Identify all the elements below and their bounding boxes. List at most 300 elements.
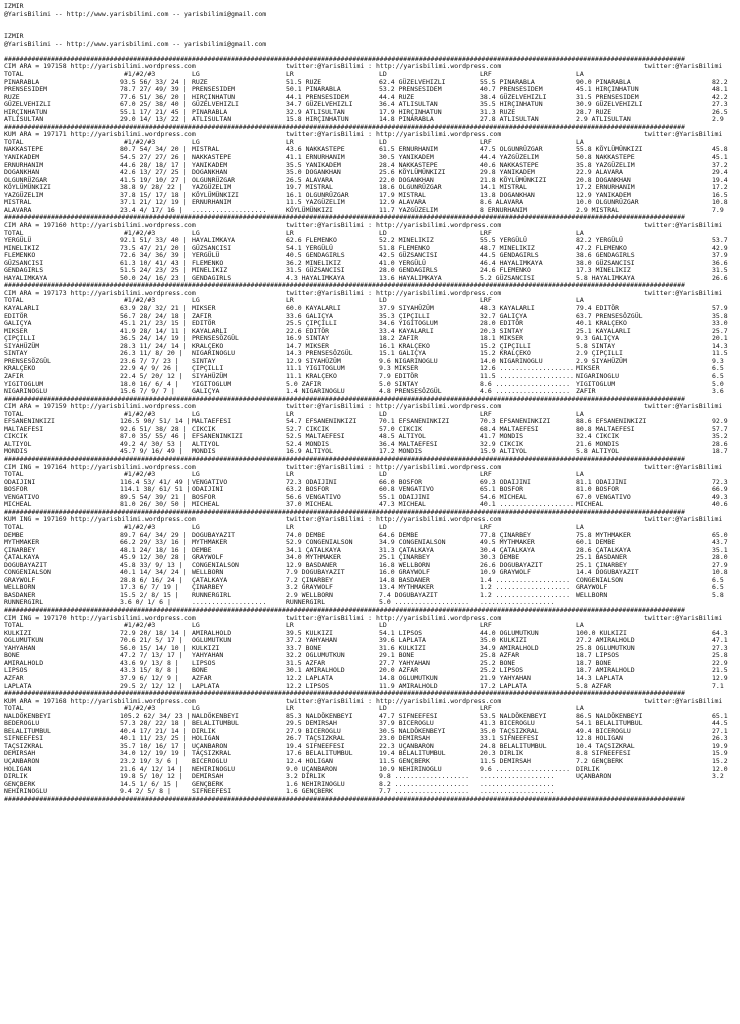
table-cell: 16.1 KRALÇEKO bbox=[379, 341, 430, 350]
table-cell: 5.8 SINTAY bbox=[576, 341, 616, 350]
table-cell: 20.1 bbox=[712, 334, 728, 343]
table-row bbox=[4, 350, 737, 358]
table-cell: 1.2 ................... bbox=[480, 590, 571, 599]
separator: ############################################################################################################################################################################## bbox=[4, 455, 685, 463]
table-cell: 28.0 GENDAGIRLS bbox=[379, 266, 438, 275]
table-cell: 44.4 RUZE bbox=[379, 92, 415, 101]
table-cell: GALIÇYA bbox=[192, 387, 220, 396]
table-cell: 61.3 10/ 41/ 43 | bbox=[120, 258, 187, 267]
table-cell: 16.9 SINTAY bbox=[286, 334, 330, 343]
table-cell: PINARABLA bbox=[4, 77, 40, 86]
table-cell: MIKSER bbox=[192, 304, 216, 312]
table-cell: KRALÇEKO bbox=[192, 341, 224, 350]
table-cell: 30.1 AMIRALHOLD bbox=[286, 666, 345, 675]
col-header-ld: LD bbox=[379, 69, 387, 78]
table-cell: DIRLIK bbox=[576, 764, 600, 773]
section-title bbox=[4, 516, 737, 524]
table-row bbox=[4, 433, 737, 441]
table-cell: 9.3 bbox=[712, 356, 724, 365]
section-title: CIM ING = 197164 http://yarisbilimi.wordpress.com bbox=[4, 462, 196, 471]
table-cell: 55.1 17/ 21/ 45 | bbox=[120, 107, 187, 116]
table-cell: NEHIRINOGLU bbox=[4, 787, 48, 796]
table-cell: 33.6 GALIÇYA bbox=[286, 311, 333, 320]
table-cell: 3.2 GRAYWOLF bbox=[286, 583, 333, 592]
table-cell: DEMIRSAH bbox=[192, 772, 224, 781]
total-label: TOTAL bbox=[4, 69, 24, 78]
col-header-lg: LG bbox=[192, 137, 200, 146]
table-cell: MIKSER bbox=[4, 326, 28, 335]
table-cell: 18.1 MIKSER bbox=[480, 334, 524, 343]
separator: ############################################################################################################################################################################## bbox=[4, 394, 685, 403]
table-cell: 41.5 19/ 10/ 27 | bbox=[120, 175, 187, 184]
col-header-la: LA bbox=[576, 409, 584, 418]
table-cell: 7.9 bbox=[712, 205, 724, 214]
table-cell: 55.5 PINARABLA bbox=[480, 77, 535, 86]
table-cell: 38.8 9/ 28/ 22 | bbox=[120, 183, 183, 192]
col-header-lg: LG bbox=[192, 704, 200, 713]
table-cell: 30.5 YANIKADEM bbox=[379, 153, 434, 161]
doc-byline bbox=[4, 11, 737, 19]
document bbox=[4, 3, 737, 1021]
table-cell: 6.5 bbox=[712, 575, 724, 584]
table-row bbox=[4, 313, 737, 321]
table-row bbox=[4, 101, 737, 109]
table-cell: 42.6 13/ 27/ 25 | bbox=[120, 168, 187, 177]
table-cell: HIRÇINHATUN bbox=[4, 107, 48, 116]
table-cell: 28.4 NAKKASTEPE bbox=[379, 160, 438, 169]
table-cell: 11.5 ................... bbox=[480, 371, 574, 380]
table-cell: 49.2 4/ 30/ 53 | bbox=[120, 439, 183, 448]
table-cell: 25.7 bbox=[712, 326, 728, 335]
col-header-ld: LD bbox=[379, 621, 387, 630]
table-cell: YIGITOGLUM bbox=[192, 379, 232, 388]
table-cell: 80.8 MALTAEFESI bbox=[576, 424, 635, 433]
table-cell: 22.6 EDITÖR bbox=[286, 326, 330, 335]
table-cell: 67.0 VENGATIVO bbox=[576, 492, 631, 501]
table-cell: ÇIPÇILLI bbox=[4, 334, 36, 343]
table-cell: 7.2 ÇINARBEY bbox=[286, 575, 333, 584]
table-cell: 45.1 21/ 23/ 15 | bbox=[120, 319, 187, 328]
table-cell: 3.6 0/ 1/ 6 | bbox=[120, 598, 171, 607]
table-cell: ÇATALKAYA bbox=[192, 575, 228, 584]
col-header-lr: LR bbox=[286, 409, 294, 418]
table-cell: 28.0 EDITÖR bbox=[480, 319, 524, 328]
section-title bbox=[4, 464, 737, 472]
table-cell: 28.7 RUZE bbox=[576, 107, 612, 116]
table-cell: 10.8 bbox=[712, 198, 728, 207]
table-cell: 13.4 MYTHMAKER bbox=[379, 583, 434, 592]
table-cell: 19.4 BELALITUMBUL bbox=[379, 749, 446, 758]
table-cell: YERGÜLÜ bbox=[4, 236, 32, 245]
section-title: CIM ARA = 197160 http://yarisbilimi.wordpress.com bbox=[4, 220, 196, 229]
table-cell: ................... bbox=[480, 772, 555, 781]
table-cell: 54.1 LIPSOS bbox=[379, 628, 423, 637]
table-cell: 19.7 MISTRAL bbox=[286, 183, 333, 192]
table-cell: 54.5 27/ 27/ 26 | bbox=[120, 153, 187, 161]
total-label: TOTAL bbox=[4, 470, 24, 479]
table-cell: NIGARINOGLU bbox=[192, 349, 236, 358]
table-cell: 47.1 bbox=[712, 636, 728, 645]
table-cell: SIYAHÜZÜM bbox=[4, 341, 40, 350]
table-cell: 26.6 bbox=[712, 273, 728, 282]
table-cell: YIGITOGLUM bbox=[576, 379, 616, 388]
table-cell: ATLISULTAN bbox=[4, 115, 44, 124]
table-cell: YAZGÜZELIM bbox=[4, 190, 44, 199]
table-cell: 18.2 ZAFIR bbox=[379, 334, 419, 343]
table-cell: FLEMENKO bbox=[4, 251, 36, 260]
column-header-row bbox=[4, 297, 737, 305]
section-title bbox=[4, 698, 737, 706]
table-cell: 37.9 6/ 12/ 9 | bbox=[120, 673, 179, 682]
col-header-lrf: LRF bbox=[480, 409, 492, 418]
table-cell: 36.6 bbox=[712, 258, 728, 267]
doc-title: IZMIR bbox=[4, 32, 24, 41]
twitter-handle: twitter:@YarisBilimi bbox=[644, 220, 723, 229]
table-cell: ODAIJINI bbox=[192, 485, 224, 494]
table-cell: FLEMENKO bbox=[192, 258, 224, 267]
table-cell: 14.7 MIKSER bbox=[286, 341, 330, 350]
table-cell: AMIRALHOLD bbox=[4, 658, 44, 667]
table-cell: BASDANER bbox=[4, 590, 36, 599]
table-cell: RUNNERGIRL bbox=[192, 590, 232, 599]
table-cell: 22.0 DOGANKHAN bbox=[379, 175, 434, 184]
table-cell: 2.9 MISTRAL bbox=[576, 205, 620, 214]
table-cell: 45.1 HIRÇINHATUN bbox=[576, 85, 639, 94]
table-cell: 86.5 NALDÖKENBEYI bbox=[576, 711, 643, 720]
table-cell: 48.1 bbox=[712, 85, 728, 94]
table-cell: 33.4 KAYALARLI bbox=[379, 326, 434, 335]
table-cell: WELLBORN bbox=[576, 590, 608, 599]
table-cell: GRAYWOLF bbox=[4, 575, 36, 584]
table-cell: 65.1 BOSFOR bbox=[480, 485, 524, 494]
col-header-lr: LR bbox=[286, 470, 294, 479]
table-cell: 63.2 BOSFOR bbox=[286, 485, 330, 494]
table-cell: HAYALIMKAYA bbox=[4, 273, 48, 282]
table-cell: UÇANBARON bbox=[4, 757, 40, 765]
table-cell: 34.0 MYTHMAKER bbox=[286, 553, 341, 562]
col-header-lg: LG bbox=[192, 470, 200, 479]
table-cell: 41.1 ERNURHANIM bbox=[286, 153, 345, 161]
col-header-la: LA bbox=[576, 296, 584, 305]
table-cell: 82.2 bbox=[712, 77, 728, 86]
table-cell: 5.0 bbox=[712, 379, 724, 388]
table-cell: 45.8 33/ 9/ 13 | bbox=[120, 560, 183, 569]
table-cell: 16.5 bbox=[712, 190, 728, 199]
table-cell: 52.9 CONGENIALSON bbox=[286, 538, 353, 547]
doc-byline bbox=[4, 41, 737, 49]
table-cell: UÇANBARON bbox=[192, 741, 228, 750]
table-cell: OGLUMUTKUN bbox=[192, 636, 232, 645]
twitter-handle: twitter:@YarisBilimi bbox=[644, 515, 723, 524]
table-cell: 14.3 bbox=[712, 341, 728, 350]
col-header-ld: LD bbox=[379, 704, 387, 713]
column-header-row bbox=[4, 471, 737, 479]
table-cell: 48.1 24/ 18/ 16 | bbox=[120, 545, 187, 554]
col-header-ld: LD bbox=[379, 409, 387, 418]
twitter-link: twitter:@YarisBilimi : http://yarisbilimi.wordpress.com bbox=[286, 288, 502, 297]
table-row bbox=[4, 750, 737, 758]
table-row bbox=[4, 494, 737, 502]
table-cell: VENGATIVO bbox=[192, 477, 228, 486]
table-row bbox=[4, 328, 737, 336]
col-header-lr: LR bbox=[286, 69, 294, 78]
table-cell: 32.9 CIKCIK bbox=[480, 439, 524, 448]
table-cell: 40.1 11/ 23/ 25 | bbox=[120, 734, 187, 743]
section-title bbox=[4, 63, 737, 71]
table-cell: NIGARINOGLU bbox=[4, 387, 48, 396]
table-cell: 53.2 PRENSESIDEM bbox=[379, 85, 442, 94]
table-cell: 27.9 bbox=[712, 560, 728, 569]
table-cell: 40.4 17/ 21/ 14 | bbox=[120, 726, 187, 735]
table-cell: 67.0 25/ 38/ 40 | bbox=[120, 100, 187, 109]
table-cell: RUNNERGIRL bbox=[4, 598, 44, 607]
table-cell: 37.8 15/ 17/ 18 | bbox=[120, 190, 187, 199]
table-cell: 25.1 ÇINARBEY bbox=[379, 553, 430, 562]
table-cell: DIRLIK bbox=[4, 772, 28, 781]
table-cell: 16.8 WELLBORN bbox=[379, 560, 430, 569]
separator bbox=[4, 796, 737, 804]
table-cell: 77.8 ÇINARBEY bbox=[480, 530, 531, 539]
table-cell: 52.5 MALTAEFESI bbox=[286, 432, 345, 441]
table-cell: EFSANENINKIZI bbox=[192, 432, 243, 441]
table-cell: 72.3 ODAIJINI bbox=[286, 477, 337, 486]
table-cell: GÜZELVEHIZLI bbox=[192, 100, 239, 109]
col-header-lr: LR bbox=[286, 621, 294, 630]
table-cell: 10.8 bbox=[712, 568, 728, 577]
table-cell: 19.4 bbox=[712, 175, 728, 184]
table-cell: LIPSOS bbox=[4, 666, 28, 675]
table-cell: 28.0 bbox=[712, 553, 728, 562]
table-cell: 51.5 RUZE bbox=[286, 77, 322, 86]
table-cell: 18.7 AMIRALHOLD bbox=[576, 666, 635, 675]
col-header-lg: LG bbox=[192, 228, 200, 237]
table-cell: 15.9 ALTIYOL bbox=[480, 447, 527, 456]
doc-byline: @YarisBilimi -- http://www.yarisbilimi.com -- yarisbilimi@gmail.com bbox=[4, 9, 267, 18]
table-cell: 7.7 ................... bbox=[379, 787, 470, 796]
table-row bbox=[4, 441, 737, 449]
table-cell: 2.9 SIYAHÜZÜM bbox=[576, 356, 627, 365]
table-cell: 35.0 TAÇSIZKRAL bbox=[480, 726, 539, 735]
table-cell: 25.8 OGLUMUTKUN bbox=[576, 643, 635, 652]
table-cell: 72.6 34/ 36/ 39 | bbox=[120, 251, 187, 260]
table-cell: 25.1 KAYALARLI bbox=[576, 326, 631, 335]
table-cell: ................... bbox=[192, 205, 267, 214]
table-cell: 22.9 ALAVARA bbox=[576, 168, 623, 177]
table-cell: 12.9 SIYAHÜZÜM bbox=[286, 356, 341, 365]
table-cell: 2.9 ATLISULTAN bbox=[576, 115, 631, 124]
table-cell: 17.9 MISTRAL bbox=[379, 190, 426, 199]
table-cell: 54.1 YERGÜLÜ bbox=[286, 243, 333, 252]
table-cell: 30.3 DEMBE bbox=[480, 553, 520, 562]
table-cell: HIRÇINHATUN bbox=[192, 92, 236, 101]
table-cell: 15.1 GALIÇYA bbox=[379, 349, 426, 358]
table-cell: GENÇBERK bbox=[4, 779, 36, 788]
twitter-link: twitter:@YarisBilimi : http://yarisbilimi.wordpress.com bbox=[286, 402, 502, 411]
table-cell: GRAYWOLF bbox=[192, 553, 224, 562]
table-cell: NAKKASTEPE bbox=[4, 145, 44, 154]
twitter-link: twitter:@YarisBilimi : http://yarisbilimi.wordpress.com bbox=[286, 220, 502, 229]
table-cell: 54.7 EFSANENINKIZI bbox=[286, 417, 357, 426]
table-cell: 40.7 PRENSESIDEM bbox=[480, 85, 543, 94]
table-cell: 33.1 SIFNEEFESI bbox=[480, 734, 539, 743]
table-cell: ALTIYOL bbox=[4, 439, 32, 448]
table-cell: 35.5 YANIKADEM bbox=[286, 160, 341, 169]
table-cell: 29.8 YANIKADEM bbox=[480, 168, 535, 177]
col-header-positions: #1/#2/#3 bbox=[124, 296, 156, 305]
table-cell: 49.5 MYTHMAKER bbox=[480, 538, 535, 547]
table-cell: GÜZSANCISI bbox=[4, 258, 44, 267]
table-cell: YAHYAHAN bbox=[4, 643, 36, 652]
table-cell: 17.2 MONDIS bbox=[379, 447, 423, 456]
table-cell: 28.3 11/ 24/ 14 | bbox=[120, 341, 187, 350]
table-cell: CONGENIALSON bbox=[4, 568, 51, 577]
table-cell: 7.9 DOGUBAYAZIT bbox=[286, 568, 345, 577]
twitter-handle: twitter:@YarisBilimi bbox=[644, 613, 723, 622]
table-cell: 12.4 HOLIGAN bbox=[286, 757, 333, 765]
twitter-link: twitter:@YarisBilimi : http://yarisbilimi.wordpress.com bbox=[286, 130, 502, 139]
table-cell: 6.5 bbox=[712, 364, 724, 373]
table-cell: MYTHMAKER bbox=[4, 538, 40, 547]
column-header-row bbox=[4, 622, 737, 630]
col-header-la: LA bbox=[576, 704, 584, 713]
table-cell: MALTAEFESI bbox=[4, 424, 44, 433]
table-cell: RUNNERGIRL bbox=[286, 598, 326, 607]
table-cell: 31.3 ÇATALKAYA bbox=[379, 545, 434, 554]
table-cell: ................... bbox=[192, 598, 267, 607]
table-cell: 44.1 PRENSESIDEM bbox=[286, 92, 349, 101]
table-cell: 15.2 KRALÇEKO bbox=[480, 349, 531, 358]
table-cell: 23.6 7/ 7/ 23 | bbox=[120, 356, 179, 365]
table-cell: 47.5 OLGUNRÜZGAR bbox=[480, 145, 543, 154]
table-cell: 63.7 PRENSESÖZGÜL bbox=[576, 311, 643, 320]
table-cell: GENDAGIRLS bbox=[4, 266, 44, 275]
table-cell: OLGUNRÜZGAR bbox=[4, 175, 48, 184]
table-cell: 62.4 GÜZELVEHIZLI bbox=[379, 77, 446, 86]
table-cell: AZFAR bbox=[192, 673, 212, 682]
table-cell: ZAFIR bbox=[4, 371, 24, 380]
table-cell: 89.7 64/ 34/ 29 | bbox=[120, 530, 187, 539]
table-cell: 16.1 OLGUNRÜZGAR bbox=[286, 190, 349, 199]
table-cell: 23.2 19/ 3/ 6 | bbox=[120, 757, 179, 765]
col-header-ld: LD bbox=[379, 137, 387, 146]
table-cell: 31.5 PRENSESIDEM bbox=[576, 92, 639, 101]
col-header-la: LA bbox=[576, 228, 584, 237]
table-cell: DEMBE bbox=[4, 530, 24, 539]
table-cell: 65.0 bbox=[712, 530, 728, 539]
table-cell: 33.0 bbox=[712, 319, 728, 328]
section-title: KUM ING = 197169 http://yarisbilimi.wordpress.com bbox=[4, 515, 196, 524]
table-cell: 29.1 BONE bbox=[379, 651, 415, 660]
table-cell: MICHEAL bbox=[192, 500, 220, 509]
table-cell: 19.8 5/ 10/ 12 | bbox=[120, 772, 183, 781]
table-cell: SINTAY bbox=[4, 349, 28, 358]
table-cell: 81.0 BOSFOR bbox=[576, 485, 620, 494]
table-cell: NALDÖKENBEYI bbox=[192, 711, 239, 720]
table-cell: EFSANENINKIZI bbox=[4, 417, 55, 426]
table-cell: 12.9 bbox=[712, 673, 728, 682]
table-row bbox=[4, 645, 737, 653]
table-cell: 12.9 BASDANER bbox=[286, 560, 337, 569]
table-cell: KÖYLÜMÜNKIZI bbox=[192, 190, 239, 199]
table-cell: 4.3 HAYALIMKAYA bbox=[286, 273, 345, 282]
col-header-lrf: LRF bbox=[480, 137, 492, 146]
col-header-lr: LR bbox=[286, 522, 294, 531]
separator: ############################################################################################################################################################################## bbox=[4, 281, 685, 290]
table-cell: 20.8 DOGANKHAN bbox=[576, 175, 631, 184]
table-cell: BEDEROGLU bbox=[4, 719, 40, 728]
table-cell: 16.0 GRAYWOLF bbox=[379, 568, 430, 577]
table-cell: 21.6 MONDIS bbox=[576, 439, 620, 448]
table-cell: 14.1 MISTRAL bbox=[480, 183, 527, 192]
table-cell: BOSFOR bbox=[4, 485, 28, 494]
table-row bbox=[4, 652, 737, 660]
table-cell: HAYALIMKAYA bbox=[192, 236, 236, 245]
table-cell: 27.9 BICEROGLU bbox=[286, 726, 341, 735]
table-cell: 48.3 KAYALARLI bbox=[480, 304, 535, 312]
table-cell: 56.6 VENGATIVO bbox=[286, 492, 341, 501]
table-cell: 24.6 FLEMENKO bbox=[480, 266, 531, 275]
table-cell: 42.2 bbox=[712, 92, 728, 101]
table-cell: 48.5 ALTIYOL bbox=[379, 432, 426, 441]
table-cell: 5.0 ZAFIR bbox=[286, 379, 322, 388]
table-cell: KULKIZI bbox=[4, 628, 32, 637]
table-cell: 35.0 KULKIZI bbox=[480, 636, 527, 645]
table-cell: 34.1 ÇATALKAYA bbox=[286, 545, 341, 554]
table-cell: 47.7 SIFNEEFESI bbox=[379, 711, 438, 720]
table-cell: 26.5 bbox=[712, 107, 728, 116]
table-cell: BICEROGLU bbox=[192, 757, 228, 765]
col-header-lrf: LRF bbox=[480, 228, 492, 237]
table-cell: GALIÇYA bbox=[4, 319, 32, 328]
table-cell: 15.2 bbox=[712, 757, 728, 765]
table-cell: MONDIS bbox=[4, 447, 28, 456]
table-cell: ODAIJINI bbox=[4, 477, 36, 486]
section-title: CIM ARA = 197158 http://yarisbilimi.wordpress.com bbox=[4, 62, 196, 71]
table-cell: 50.8 NAKKASTEPE bbox=[576, 153, 635, 161]
table-cell: 19.9 bbox=[712, 741, 728, 750]
table-cell: 17.9 HIRÇINHATUN bbox=[379, 107, 442, 116]
table-cell: 35.0 DOGANKHAN bbox=[286, 168, 341, 177]
total-label: TOTAL bbox=[4, 704, 24, 713]
table-cell: 82.2 YERGÜLÜ bbox=[576, 236, 623, 245]
table-cell: 40.1 ................... bbox=[480, 500, 574, 509]
total-label: TOTAL bbox=[4, 522, 24, 531]
table-cell: 37.2 bbox=[712, 160, 728, 169]
table-cell: 30.4 ÇATALKAYA bbox=[480, 545, 535, 554]
table-cell: 37.2 YAHYAHAN bbox=[286, 636, 337, 645]
table-cell: 16.9 ALTIYOL bbox=[286, 447, 333, 456]
table-cell: 57.7 bbox=[712, 424, 728, 433]
table-cell: 64.3 bbox=[712, 628, 728, 637]
table-cell: HOLIGAN bbox=[192, 734, 220, 743]
col-header-lrf: LRF bbox=[480, 704, 492, 713]
table-cell: 28.6 bbox=[712, 439, 728, 448]
table-cell: ZAFIR bbox=[576, 387, 596, 396]
table-cell: 23.0 DEMIRSAH bbox=[379, 734, 430, 743]
col-header-positions: #1/#2/#3 bbox=[124, 69, 156, 78]
table-cell: 18.7 bbox=[712, 447, 728, 456]
table-cell: GENÇBERK bbox=[192, 779, 224, 788]
table-cell: ÇIPÇILLI bbox=[192, 364, 224, 373]
col-header-la: LA bbox=[576, 137, 584, 146]
table-cell: 26.3 11/ 8/ 20 | bbox=[120, 349, 183, 358]
table-cell: 38.6 GENDAGIRLS bbox=[576, 251, 635, 260]
table-cell: 3.6 bbox=[712, 387, 724, 396]
twitter-handle: twitter:@YarisBilimi bbox=[644, 696, 723, 705]
table-cell: DOGANKHAN bbox=[4, 168, 40, 177]
table-cell: ATLISULTAN bbox=[192, 115, 232, 124]
table-cell: SIFNEEFESI bbox=[4, 734, 44, 743]
